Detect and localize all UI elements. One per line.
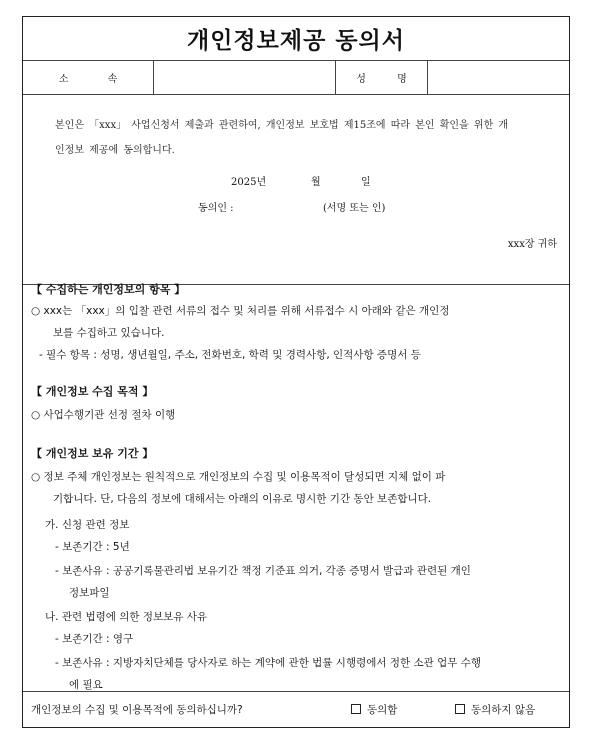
date-month: 월 xyxy=(311,177,321,188)
consent-text-line: 본인은 「xxx」 사업신청서 제출과 관련하여, 개인정보 보호법 제15조에 따라 본인 확인을 위한 개 xyxy=(55,120,509,131)
name-label: 성 명 xyxy=(336,61,428,94)
form-title: 개인정보제공 동의서 xyxy=(23,17,569,61)
agree-label: 동의함 xyxy=(367,704,398,716)
required-items: - 필수 항목 : 성명, 생년월일, 주소, 전화번호, 학력 및 경력사항, 인적사항 증명서 등 xyxy=(39,349,421,361)
date-day: 일 xyxy=(361,177,371,188)
consenter-label: 동의인 : xyxy=(198,203,234,214)
retention-bullet-line: 기합니다. 단, 다음의 정보에 대해서는 아래의 이유로 명시한 기간 동안 보존합니다. xyxy=(53,493,432,505)
addressee: xxx장 귀하 xyxy=(507,239,557,250)
retention-sub-a-reason: - 보존사유 : 공공기록물관리법 보유기간 책정 기준표 의거, 각종 증명서 발급과 관련된 개인 xyxy=(55,565,471,577)
agree-option[interactable] xyxy=(351,702,397,717)
disagree-checkbox[interactable] xyxy=(455,704,465,714)
info-row xyxy=(23,61,569,95)
retention-bullet-line: ○ 정보 주체 개인정보는 원칙적으로 개인정보의 수집 및 이용목적이 달성되면 지체 없이 파 xyxy=(31,471,446,483)
name-field[interactable] xyxy=(428,61,569,94)
retention-sub-b-period: - 보존기간 : 영구 xyxy=(55,633,134,645)
signature-note: (서명 또는 인) xyxy=(323,203,386,214)
retention-sub-a-reason: 정보파일 xyxy=(69,587,110,599)
disagree-label: 동의하지 않음 xyxy=(471,704,536,716)
collect-bullet-line: 보를 수집하고 있습니다. xyxy=(53,327,165,339)
purpose-bullet: ○ 사업수행기관 선정 절차 이행 xyxy=(31,409,176,421)
consent-text xyxy=(55,113,557,163)
date-year: 2025년 xyxy=(231,177,267,188)
affiliation-label: 소 속 xyxy=(23,61,154,94)
date-line xyxy=(231,173,371,188)
retention-sub-a-period: - 보존기간 : 5년 xyxy=(55,541,130,553)
collect-bullet-line: ○ xxx는 「xxx」의 입찰 관련 서류의 접수 및 처리를 위해 서류접수 시 아래와 같은 개인정 xyxy=(31,305,450,317)
collect-items-heading: 【 수집하는 개인정보의 항목 】 xyxy=(31,283,186,296)
consent-text-line: 인정보 제공에 동의합니다. xyxy=(55,145,175,156)
disagree-option[interactable] xyxy=(455,702,535,717)
retention-sub-b-reason: 에 필요 xyxy=(69,679,103,691)
consent-question: 개인정보의 수집 및 이용목적에 동의하십니까? xyxy=(31,704,243,716)
consent-form xyxy=(22,16,570,728)
agree-checkbox[interactable] xyxy=(351,704,361,714)
retention-sub-a: 가. 신청 관련 정보 xyxy=(45,519,130,531)
retention-heading: 【 개인정보 보유 기간 】 xyxy=(31,447,154,460)
terms-body xyxy=(23,285,569,705)
consent-statement xyxy=(23,95,569,285)
retention-sub-b: 나. 관련 법령에 의한 정보보유 사유 xyxy=(45,611,208,623)
consent-question-row xyxy=(23,691,569,727)
purpose-heading: 【 개인정보 수집 목적 】 xyxy=(31,385,154,398)
retention-sub-b-reason: - 보존사유 : 지방자치단체를 당사자로 하는 계약에 관한 법률 시행령에서 정한 소관 업무 수행 xyxy=(55,657,482,669)
affiliation-field[interactable] xyxy=(154,61,336,94)
consenter-line xyxy=(198,199,385,214)
